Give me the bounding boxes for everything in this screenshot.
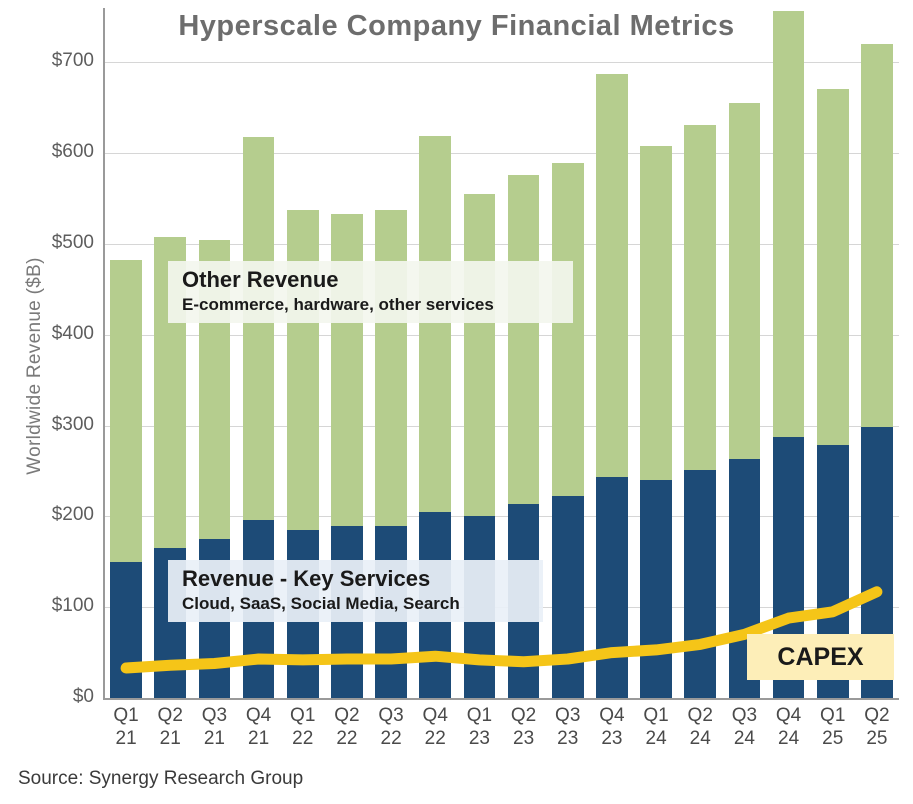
x-axis-tick-label: Q2 24: [687, 705, 713, 749]
x-axis-tick-label: Q1 21: [113, 705, 139, 749]
bar-group: [640, 146, 672, 698]
bar-segment-other-revenue: [375, 210, 407, 526]
bar-segment-key-services: [640, 480, 672, 698]
y-axis-tick-label: $200: [51, 504, 94, 526]
bar-group: [684, 125, 716, 698]
bar-segment-other-revenue: [552, 163, 584, 495]
bar-group: [552, 163, 584, 698]
bar-segment-other-revenue: [419, 136, 451, 512]
bar-group: [861, 44, 893, 698]
bar-segment-key-services: [596, 477, 628, 698]
x-axis-tick-label: Q2 22: [334, 705, 360, 749]
bar-segment-other-revenue: [684, 125, 716, 470]
bar-segment-key-services: [110, 562, 142, 698]
x-axis-tick-label: Q4 22: [422, 705, 448, 749]
key-services-annotation-title: Revenue - Key Services: [182, 566, 431, 591]
other-revenue-annotation-subtitle: E-commerce, hardware, other services: [182, 295, 494, 314]
capex-annotation: CAPEX: [747, 634, 894, 680]
bar-group: [817, 89, 849, 698]
bar-segment-other-revenue: [110, 260, 142, 562]
y-axis-tick-label: $0: [72, 686, 94, 707]
bar-group: [773, 11, 805, 698]
x-axis-tick-label: Q1 24: [643, 705, 669, 749]
y-axis-tick-label: $400: [51, 322, 94, 344]
y-axis-label: Worldwide Revenue ($B): [24, 257, 45, 475]
y-axis-tick-label: $600: [51, 141, 94, 163]
bar-segment-other-revenue: [773, 11, 805, 437]
bar-segment-key-services: [684, 470, 716, 698]
x-axis-tick-label: Q4 24: [775, 705, 802, 749]
y-axis-tick-label: $300: [51, 413, 94, 435]
x-axis-tick-label: Q2 23: [510, 705, 537, 749]
x-axis-tick-label: Q1 25: [820, 705, 846, 749]
x-axis-tick-label: Q3 24: [731, 705, 758, 749]
bar-group: [729, 103, 761, 698]
bar-segment-other-revenue: [464, 194, 496, 516]
x-axis-tick-label: Q2 25: [864, 705, 890, 749]
source-note: Source: Synergy Research Group: [18, 768, 304, 789]
key-services-annotation-subtitle: Cloud, SaaS, Social Media, Search: [182, 594, 460, 613]
bar-group: [110, 260, 142, 699]
x-axis-tick-label: Q3 23: [555, 705, 581, 749]
chart-title: Hyperscale Company Financial Metrics: [178, 10, 735, 42]
bar-segment-other-revenue: [287, 210, 319, 530]
other-revenue-annotation: [168, 261, 573, 323]
bar-segment-key-services: [552, 496, 584, 698]
bar-segment-other-revenue: [508, 175, 540, 504]
bar-segment-other-revenue: [640, 146, 672, 480]
y-axis-tick-label: $100: [51, 595, 94, 617]
x-axis-tick-label: Q4 21: [245, 705, 272, 749]
bar-segment-other-revenue: [596, 74, 628, 477]
x-axis-tick-label: Q3 21: [201, 705, 228, 749]
key-services-annotation: [168, 560, 543, 622]
x-axis-tick-label: Q1 23: [466, 705, 493, 749]
other-revenue-annotation-title: Other Revenue: [182, 267, 339, 292]
bar-segment-other-revenue: [861, 44, 893, 426]
bar-group: [596, 74, 628, 698]
y-axis-tick-label: $500: [51, 232, 94, 254]
x-axis-tick-label: Q4 23: [599, 705, 625, 749]
y-axis-line: [103, 8, 105, 700]
bar-segment-other-revenue: [729, 103, 761, 459]
x-axis-tick-label: Q1 22: [290, 705, 316, 749]
bar-segment-other-revenue: [817, 89, 849, 445]
bar-segment-other-revenue: [243, 137, 275, 520]
x-axis-tick-label: Q3 22: [378, 705, 404, 749]
x-axis-line: [104, 698, 899, 700]
y-axis-tick-label: $700: [51, 50, 94, 72]
x-axis-tick-label: Q2 21: [157, 705, 183, 749]
